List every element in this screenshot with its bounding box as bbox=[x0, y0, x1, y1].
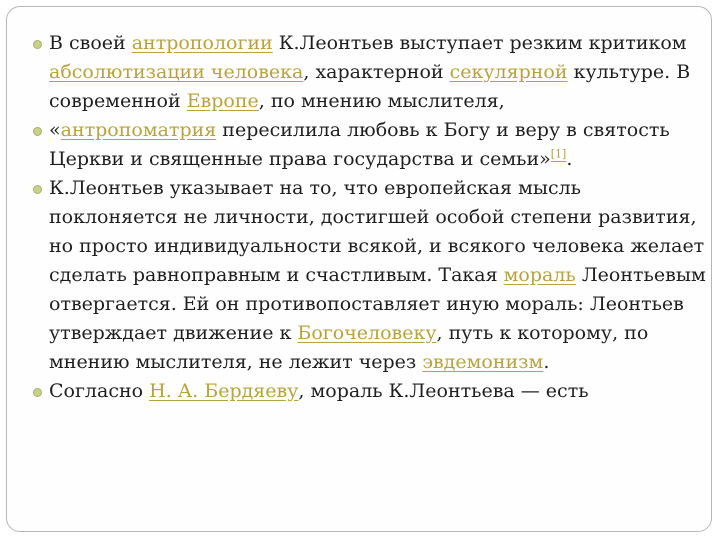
hyperlink[interactable]: Европе bbox=[186, 90, 259, 112]
bullet-text: пересилила любовь к Богу и веру в святость Церкви и священные права государства и семьи» bbox=[49, 119, 670, 170]
bullet-item bbox=[33, 116, 709, 174]
hyperlink[interactable]: Н. А. Бердяеву bbox=[149, 380, 299, 402]
bullet-marker-icon bbox=[33, 185, 42, 194]
hyperlink[interactable]: антропоматрия bbox=[60, 119, 217, 141]
bullet-item bbox=[33, 29, 709, 116]
bullet-text: « bbox=[49, 119, 61, 141]
hyperlink[interactable]: эвдемонизм bbox=[422, 351, 544, 373]
bullet-text: , по мнению мыслителя, bbox=[258, 90, 505, 112]
bullet-text: , мораль К.Леонтьева — есть bbox=[298, 380, 589, 402]
bullet-text: В своей bbox=[49, 32, 132, 54]
hyperlink[interactable]: антропологии bbox=[131, 32, 273, 54]
slide-frame bbox=[6, 6, 712, 532]
bullet-item bbox=[33, 174, 709, 377]
hyperlink[interactable]: мораль bbox=[503, 264, 576, 286]
bullet-marker-icon bbox=[33, 388, 42, 397]
bullet-item bbox=[33, 377, 709, 406]
bullet-text: Согласно bbox=[49, 380, 150, 402]
hyperlink[interactable]: абсолютизации человека bbox=[49, 61, 304, 83]
bullet-text: , путь к которому, по мнению мыслителя, не лежит через bbox=[49, 322, 649, 373]
hyperlink[interactable]: секулярной bbox=[449, 61, 568, 83]
bullet-marker-icon bbox=[33, 127, 42, 136]
bullet-text: К.Леонтьев указывает на то, что европейская мысль поклоняется не личности, достигшей особой степени развития, но просто индивидуальности всякой, и всякого человека желает сделать равноправным и счастливым. Такая bbox=[49, 177, 705, 286]
bullet-text: , характерной bbox=[303, 61, 450, 83]
bullet-marker-icon bbox=[33, 40, 42, 49]
bullet-text: К.Леонтьев выступает резким критиком bbox=[272, 32, 687, 54]
bullet-text: культуре. В современной bbox=[49, 61, 691, 112]
bullet-text: . bbox=[543, 351, 550, 373]
hyperlink[interactable]: Богочеловеку bbox=[297, 322, 437, 344]
footnote-link[interactable]: [1] bbox=[550, 147, 567, 161]
bullet-text: . bbox=[566, 148, 573, 170]
bullet-list bbox=[33, 29, 709, 406]
bullet-text: Леонтьевым отвергается. Ей он противопоставляет иную мораль: Леонтьев утверждает движение к bbox=[49, 264, 706, 344]
